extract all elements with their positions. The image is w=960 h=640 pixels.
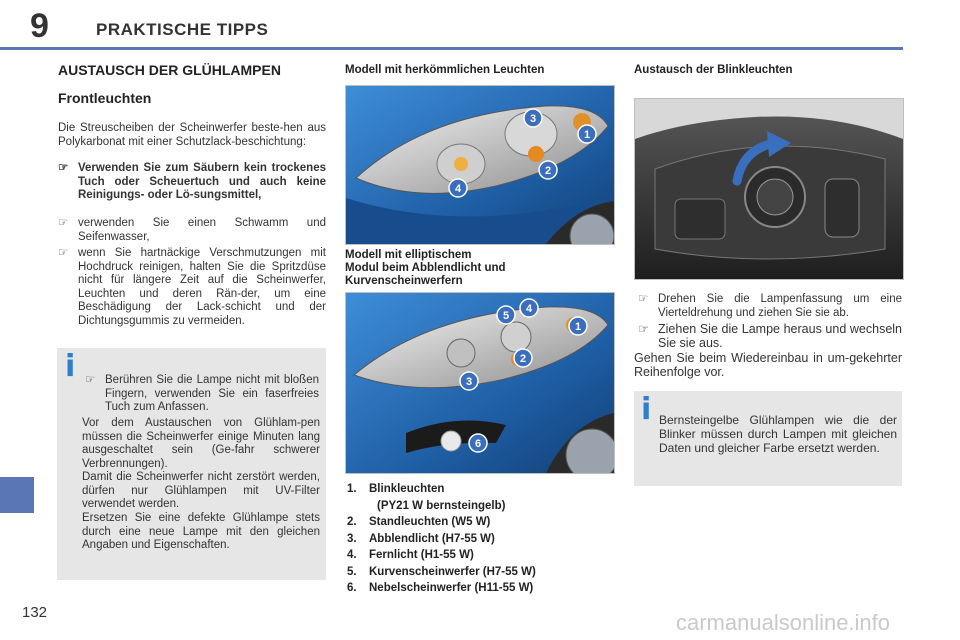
callout-4 bbox=[519, 298, 539, 323]
model2-heading-line: Modell mit elliptischem bbox=[345, 249, 472, 261]
list-item bbox=[347, 547, 613, 564]
section-title: AUSTAUSCH DER GLÜHLAMPEN bbox=[58, 62, 281, 78]
bullet-text: Drehen Sie die Lampenfassung um eine Vierteldrehung und ziehen Sie sie ab. bbox=[658, 293, 902, 319]
list-item bbox=[347, 481, 613, 514]
info-box bbox=[57, 348, 326, 580]
bulb-list bbox=[347, 481, 613, 597]
page-number: 132 bbox=[22, 604, 48, 621]
svg-text:2: 2 bbox=[544, 165, 552, 177]
list-item bbox=[347, 531, 613, 548]
callout-6 bbox=[468, 433, 488, 458]
callout-4 bbox=[448, 178, 468, 203]
callout-3 bbox=[459, 371, 479, 396]
callout-1 bbox=[577, 124, 597, 149]
bullet-text: Verwenden Sie zum Säubern kein trockenes Tuch oder Scheuertuch und auch keine Reinigungs- oder Lö-sungsmittel, bbox=[78, 162, 326, 201]
bullet-item bbox=[638, 293, 902, 320]
bullet-item bbox=[58, 247, 326, 328]
bullet-text: verwenden Sie einen Schwamm und Seifenwasser, bbox=[78, 217, 326, 243]
svg-text:1: 1 bbox=[583, 129, 591, 141]
indicator-photo bbox=[634, 98, 904, 280]
info-bullet-text: Berühren Sie die Lampe nicht mit bloßen Fingern, verwenden Sie ein faserfreies Tuch zum Anfassen. bbox=[105, 374, 319, 413]
watermark: carmanualsonline.info bbox=[676, 610, 891, 635]
bullet-text: Ziehen Sie die Lampe heraus und wechseln Sie sie aus. bbox=[658, 322, 902, 350]
chapter-title: PRAKTISCHE TIPPS bbox=[96, 20, 269, 39]
list-number: 3. bbox=[347, 532, 357, 545]
headlamp-photo-elliptical bbox=[345, 292, 615, 474]
intro-paragraph: Die Streuscheiben der Scheinwerfer beste-hen aus Polykarbonat mit einer Schutzlack-beschichtung: bbox=[58, 122, 326, 148]
list-number: 1. bbox=[347, 483, 357, 495]
list-label: Nebelscheinwerfer (H11-55 W) bbox=[369, 582, 534, 594]
bullet-item bbox=[58, 217, 326, 244]
chapter-number: 9 bbox=[30, 7, 49, 45]
callout-3 bbox=[523, 108, 543, 133]
chapter-side-tab bbox=[0, 477, 34, 513]
headlamp-photo-standard bbox=[345, 85, 615, 245]
info-box bbox=[634, 391, 902, 486]
list-item bbox=[347, 580, 613, 597]
model2-heading-line: Modul beim Abblendlicht und bbox=[345, 262, 506, 274]
indicator-heading: Austausch der Blinkleuchten bbox=[634, 64, 793, 76]
list-label: Fernlicht (H1-55 W) bbox=[369, 549, 474, 561]
list-number: 4. bbox=[347, 549, 357, 561]
list-label: Kurvenscheinwerfer (H7-55 W) bbox=[369, 565, 536, 578]
list-number: 6. bbox=[347, 582, 357, 594]
callout-2 bbox=[538, 160, 558, 185]
callout-2 bbox=[513, 348, 533, 373]
pointing-hand-icon: ☞ bbox=[58, 247, 69, 259]
svg-text:4: 4 bbox=[454, 183, 462, 195]
list-number: 2. bbox=[347, 516, 357, 528]
pointing-hand-icon: ☞ bbox=[85, 374, 96, 386]
info-paragraph: Ersetzen Sie eine defekte Glühlampe stets durch eine neue Lampe mit den gleichen Angaben und Eigenschaften. bbox=[82, 512, 320, 551]
lamp-socket-illustration bbox=[635, 99, 903, 279]
section-subtitle: Frontleuchten bbox=[58, 90, 152, 106]
pointing-hand-icon: ☞ bbox=[58, 217, 69, 229]
info-paragraph: Vor dem Austauschen von Glühlam-pen müssen die Scheinwerfer einige Minuten lang ausgeschaltet sein (Ge-fahr schwerer Verbrennungen). bbox=[82, 417, 320, 470]
svg-text:4: 4 bbox=[525, 303, 533, 315]
bullet-item bbox=[638, 322, 902, 350]
list-label: Abblendlicht (H7-55 W) bbox=[369, 532, 495, 545]
info-icon: i bbox=[641, 392, 652, 427]
model2-heading-line: Kurvenscheinwerfern bbox=[345, 275, 463, 287]
pointing-hand-icon: ☞ bbox=[58, 162, 69, 174]
headlamp-illustration-standard bbox=[346, 86, 614, 244]
pointing-hand-icon: ☞ bbox=[638, 322, 650, 336]
bullet-item bbox=[58, 162, 326, 203]
model2-heading bbox=[345, 249, 506, 288]
list-number: 5. bbox=[347, 565, 357, 578]
svg-text:3: 3 bbox=[529, 113, 537, 125]
model1-heading: Modell mit herkömmlichen Leuchten bbox=[345, 64, 545, 76]
info-bullet bbox=[85, 374, 319, 415]
svg-text:5: 5 bbox=[502, 310, 510, 322]
closing-paragraph: Gehen Sie beim Wiedereinbau in um-gekehrter Reihenfolge vor. bbox=[634, 351, 902, 379]
svg-text:2: 2 bbox=[519, 353, 527, 365]
header-rule bbox=[0, 47, 903, 50]
list-label: Blinkleuchten bbox=[369, 483, 445, 495]
svg-text:3: 3 bbox=[465, 376, 473, 388]
info-text: Bernsteingelbe Glühlampen wie die der Blinker müssen durch Lampen mit gleichen Daten und gleicher Farbe ersetzt werden. bbox=[659, 413, 897, 455]
list-item bbox=[347, 514, 613, 531]
list-label: Standleuchten (W5 W) bbox=[369, 516, 491, 528]
info-paragraph: Damit die Scheinwerfer nicht zerstört werden, dürfen nur Glühlampen mit UV-Filter verwendet werden. bbox=[82, 471, 320, 510]
callout-1 bbox=[568, 316, 588, 341]
pointing-hand-icon: ☞ bbox=[638, 293, 649, 305]
list-detail: (PY21 W bernsteingelb) bbox=[377, 499, 506, 512]
info-icon: i bbox=[65, 349, 76, 384]
svg-text:1: 1 bbox=[574, 321, 582, 333]
svg-text:6: 6 bbox=[474, 438, 482, 450]
callout-5 bbox=[496, 305, 516, 330]
bullet-text: wenn Sie hartnäckige Verschmutzungen mit Hochdruck reinigen, halten Sie die Spritzdüse nicht für längere Zeit auf die Scheinwerfer, Leuchten und deren Rän-der, um eine Beschädigung der Lack-schicht und der Dichtungsgummis zu vermeiden. bbox=[78, 247, 326, 327]
list-item bbox=[347, 564, 613, 581]
